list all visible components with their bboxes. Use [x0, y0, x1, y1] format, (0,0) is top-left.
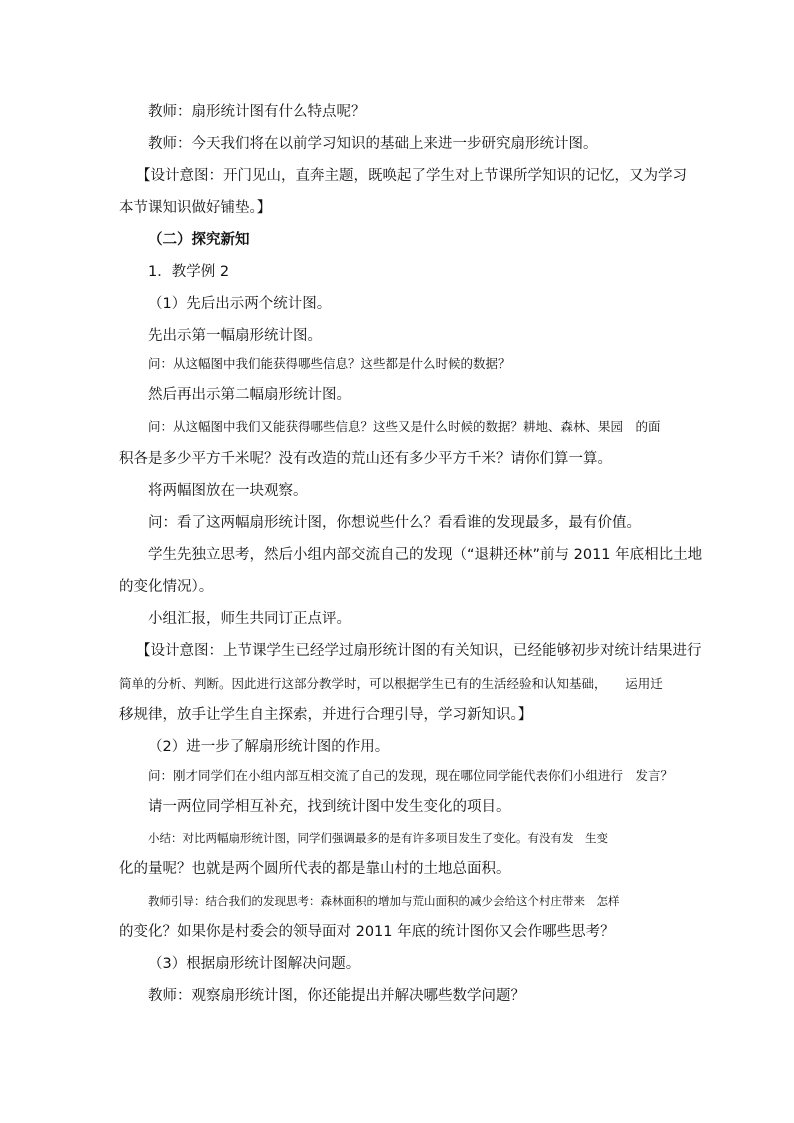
text-line: 请一两位同学相互补充，找到统计图中发生变化的项目。 [148, 799, 511, 815]
text-line: 的变化？如果你是村委会的领导面对 2011 年底的统计图你又会作哪些思考？ [119, 924, 615, 940]
text-line: 教师：今天我们将在以前学习知识的基础上来进一步研究扇形统计图。 [148, 136, 598, 152]
text-line: 小组汇报，师生共同订正点评。 [148, 611, 351, 627]
text-line: 学生先独立思考，然后小组内部交流自己的发现（“退耕还林”前与 2011 年底相比土地 [148, 547, 703, 563]
text-line: （1）先后出示两个统计图。 [148, 296, 332, 312]
text-line: 化的量呢？也就是两个圆所代表的都是靠山村的土地总面积。 [119, 861, 511, 877]
text-line: 1．教学例 2 [148, 264, 230, 280]
text-line: 将两幅图放在一块观察。 [148, 483, 308, 499]
text-line: 本节课知识做好铺垫。】 [119, 200, 272, 216]
text-line: 问：从这幅图中我们能获得哪些信息？这些都是什么时候的数据？ [148, 356, 511, 371]
text-line: 先出示第一幅扇形统计图。 [148, 328, 322, 344]
text-line: 积各是多少平方千米呢？没有改造的荒山还有多少平方千米？请你们算一算。 [119, 451, 612, 467]
text-line: （3）根据扇形统计图解决问题。 [148, 956, 361, 972]
text-line: 小结：对比两幅扇形统计图，同学们强调最多的是有许多项目发生了变化。有没有发 生变 [148, 831, 608, 845]
text-line: 移规律，放手让学生自主探索，并进行合理引导，学习新知识。】 [119, 707, 533, 723]
text-line: 教师：扇形统计图有什么特点呢？ [148, 104, 366, 120]
text-line: 简单的分析、判断。因此进行这部分教学时，可以根据学生已有的生活经验和认知基础， 运用迁 [119, 676, 663, 691]
text-line: 的变化情况）。 [119, 579, 214, 595]
section-heading: （二）探究新知 [148, 232, 250, 248]
text-line: 【设计意图：上节课学生已经学过扇形统计图的有关知识，已经能够初步对统计结果进行 [136, 643, 702, 659]
text-line: 问：刚才同学们在小组内部互相交流了自己的发现，现在哪位同学能代表你们小组进行 发言？ [148, 768, 674, 783]
text-line: 问：从这幅图中我们又能获得哪些信息？这些又是什么时候的数据？耕地、森林、果园 的面 [148, 419, 661, 434]
text-line: 问：看了这两幅扇形统计图，你想说些什么？看看谁的发现最多，最有价值。 [148, 515, 641, 531]
text-line: （2）进一步了解扇形统计图的作用。 [148, 739, 390, 755]
text-line: 【设计意图：开门见山，直奔主题，既唤起了学生对上节课所学知识的记忆，又为学习 [136, 168, 687, 184]
text-line: 教师引导：结合我们的发现思考：森林面积的增加与荒山面积的减少会给这个村庄带来 怎样 [148, 894, 620, 908]
text-line: 教师：观察扇形统计图，你还能提出并解决哪些数学问题？ [148, 988, 525, 1004]
text-line: 然后再出示第二幅扇形统计图。 [148, 387, 351, 403]
